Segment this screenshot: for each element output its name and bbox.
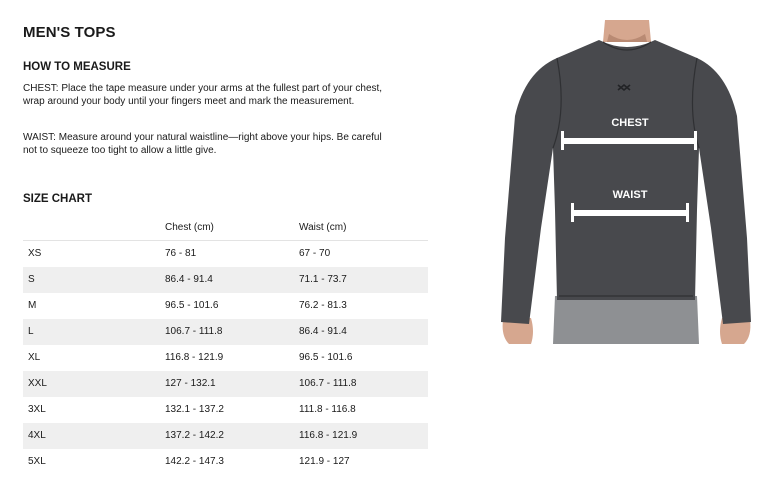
chest-cell: 76 - 81 bbox=[165, 248, 197, 259]
chest-cell: 86.4 - 91.4 bbox=[165, 274, 213, 285]
table-row bbox=[23, 449, 428, 475]
size-cell: XL bbox=[28, 352, 41, 363]
table-row bbox=[23, 267, 428, 293]
table-row bbox=[23, 397, 428, 423]
table-row bbox=[23, 371, 428, 397]
waist-cell: 106.7 - 111.8 bbox=[299, 378, 357, 389]
waist-tape-line bbox=[573, 210, 687, 216]
table-header bbox=[23, 214, 428, 241]
waist-cell: 86.4 - 91.4 bbox=[299, 326, 347, 337]
header-waist: Waist (cm) bbox=[299, 222, 347, 233]
size-cell: 5XL bbox=[28, 456, 46, 467]
waist-cell: 111.8 - 116.8 bbox=[299, 404, 356, 415]
table-row bbox=[23, 241, 428, 267]
table-row bbox=[23, 319, 428, 345]
chest-cell: 137.2 - 142.2 bbox=[165, 430, 224, 441]
chest-label: CHEST bbox=[611, 117, 649, 129]
chest-cell: 106.7 - 111.8 bbox=[165, 326, 223, 337]
header-chest: Chest (cm) bbox=[165, 222, 214, 233]
waist-cell: 71.1 - 73.7 bbox=[299, 274, 347, 285]
size-cell: XS bbox=[28, 248, 42, 259]
shirt bbox=[501, 40, 751, 324]
chest-cell: 96.5 - 101.6 bbox=[165, 300, 219, 311]
size-cell: L bbox=[28, 326, 34, 337]
table-row bbox=[23, 345, 428, 371]
chest-instructions: CHEST: Place the tape measure under your arms at the fullest part of your chest, wrap around your body until your fingers meet and mark the measurement. bbox=[23, 83, 383, 107]
size-cell: 4XL bbox=[28, 430, 46, 441]
chest-tape-right-cap bbox=[694, 131, 697, 150]
table-row bbox=[23, 293, 428, 319]
head-and-neck bbox=[603, 20, 651, 42]
waist-tape-right-cap bbox=[686, 203, 689, 222]
page-title: MEN'S TOPS bbox=[23, 24, 116, 41]
waist-cell: 116.8 - 121.9 bbox=[299, 430, 358, 441]
waist-cell: 121.9 - 127 bbox=[299, 456, 350, 467]
chest-tape-left-cap bbox=[561, 131, 564, 150]
measurement-figure bbox=[501, 20, 752, 344]
chest-cell: 127 - 132.1 bbox=[165, 378, 216, 389]
waist-instructions: WAIST: Measure around your natural waistline—right above your hips. Be careful not to squeeze too tight to allow a little give. bbox=[23, 132, 382, 156]
table-row bbox=[23, 423, 428, 449]
waist-cell: 76.2 - 81.3 bbox=[299, 300, 347, 311]
chest-cell: 132.1 - 137.2 bbox=[165, 404, 224, 415]
chest-tape-line bbox=[563, 138, 695, 144]
waist-label: WAIST bbox=[612, 189, 648, 201]
size-chart-title: SIZE CHART bbox=[23, 193, 92, 205]
waist-cell: 96.5 - 101.6 bbox=[299, 352, 353, 363]
size-cell: XXL bbox=[28, 378, 47, 389]
how-to-measure-title: HOW TO MEASURE bbox=[23, 61, 131, 73]
size-cell: 3XL bbox=[28, 404, 46, 415]
waist-tape-left-cap bbox=[571, 203, 574, 222]
size-table bbox=[23, 214, 428, 475]
size-cell: M bbox=[28, 300, 37, 311]
size-cell: S bbox=[28, 274, 35, 285]
chest-cell: 116.8 - 121.9 bbox=[165, 352, 224, 363]
waist-cell: 67 - 70 bbox=[299, 248, 331, 259]
chest-cell: 142.2 - 147.3 bbox=[165, 456, 224, 467]
shorts bbox=[553, 296, 699, 344]
